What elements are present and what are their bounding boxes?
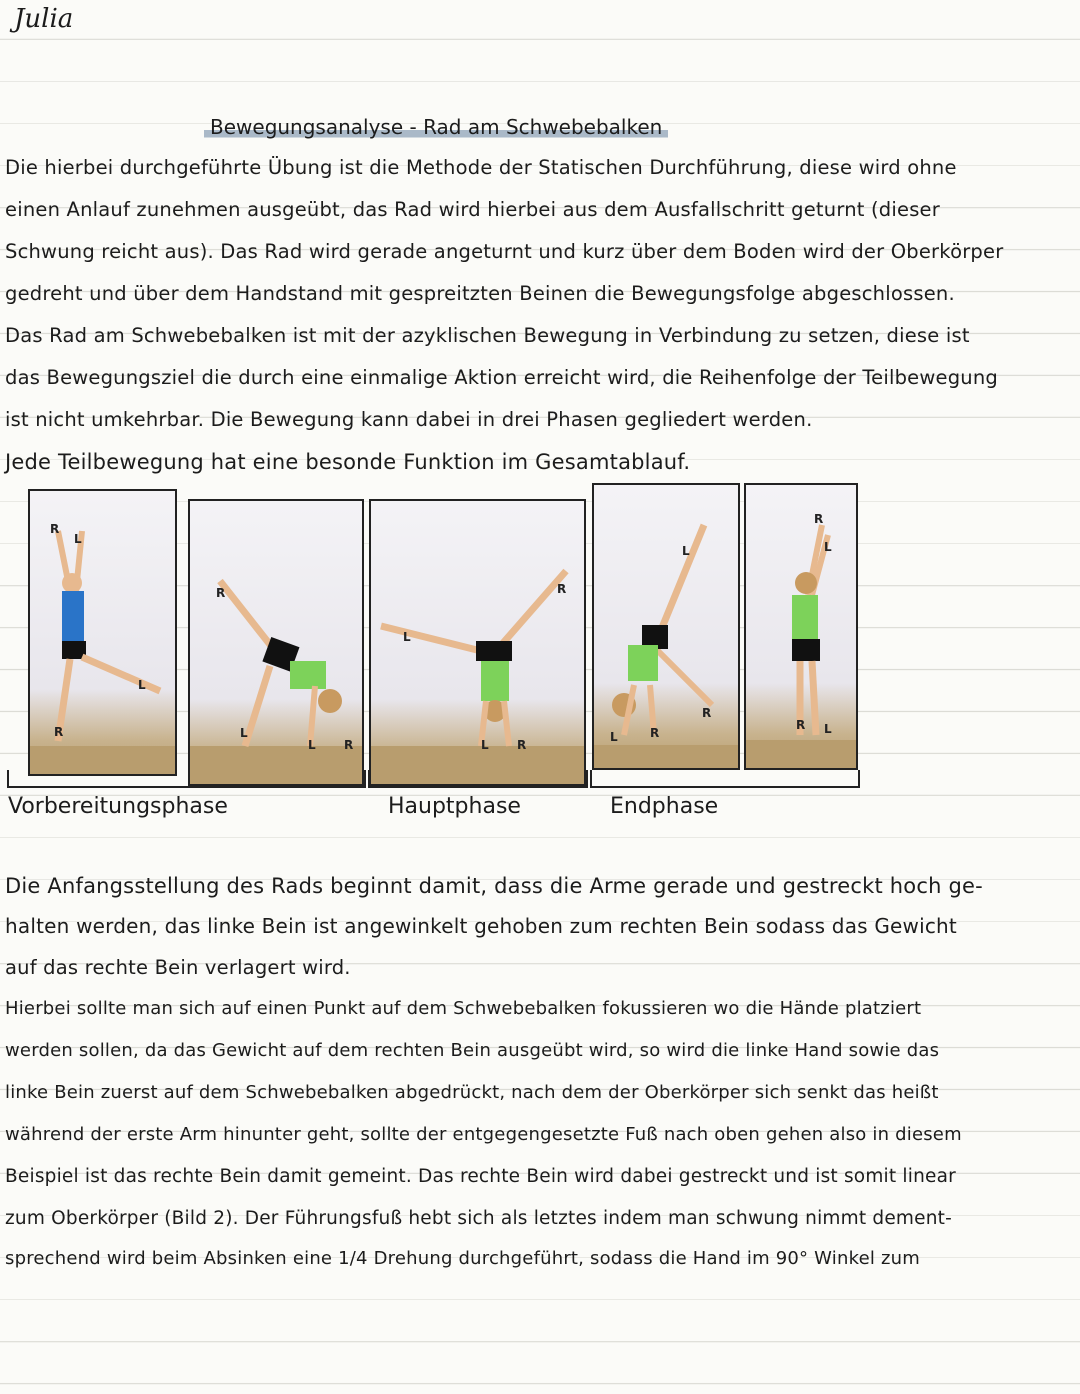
text-line: einen Anlauf zunehmen ausgeübt, das Rad wird hierbei aus dem Ausfallschritt geturnt (dieser bbox=[5, 198, 940, 221]
photo-frame-5 bbox=[744, 483, 858, 770]
text-line: Hierbei sollte man sich auf einen Punkt auf dem Schwebebalken fokussieren wo die Hände platziert bbox=[5, 998, 922, 1019]
text-line: sprechend wird beim Absinken eine 1/4 Drehung durchgeführt, sodass die Hand im 90° Winkel zum bbox=[5, 1248, 920, 1269]
phase-bracket-end bbox=[590, 770, 860, 788]
foot-label: L bbox=[682, 544, 690, 558]
foot-label: L bbox=[308, 738, 316, 752]
phase-bracket-main bbox=[368, 770, 588, 788]
gymnast-figure-3 bbox=[371, 501, 584, 784]
photo-frame-1 bbox=[28, 489, 177, 776]
foot-label: R bbox=[796, 718, 806, 732]
gymnast-figure-1 bbox=[30, 491, 175, 774]
text-line: linke Bein zuerst auf dem Schwebebalken abgedrückt, nach dem der Oberkörper sich senkt das heißt bbox=[5, 1082, 939, 1103]
text-line: Die hierbei durchgeführte Übung ist die Methode der Statischen Durchführung, diese wird ohne bbox=[5, 156, 957, 179]
foot-label: R bbox=[517, 738, 527, 752]
author-name: Julia bbox=[14, 4, 74, 34]
foot-label: R bbox=[216, 586, 226, 600]
foot-label: R bbox=[814, 512, 824, 526]
foot-label: L bbox=[403, 630, 411, 644]
gymnast-figure-4 bbox=[594, 485, 738, 768]
text-line: werden sollen, da das Gewicht auf dem rechten Bein ausgeübt wird, so wird die linke Hand sowie das bbox=[5, 1040, 940, 1061]
page-title: Bewegungsanalyse - Rad am Schwebebalken bbox=[204, 113, 668, 141]
foot-label: R bbox=[50, 522, 60, 536]
foot-label: R bbox=[54, 725, 64, 739]
phase-label-preparation: Vorbereitungsphase bbox=[8, 794, 228, 819]
text-line: halten werden, das linke Bein ist angewinkelt gehoben zum rechten Bein sodass das Gewicht bbox=[5, 914, 957, 938]
foot-label: L bbox=[240, 726, 248, 740]
text-line: Schwung reicht aus). Das Rad wird gerade angeturnt und kurz über dem Boden wird der Oberkörper bbox=[5, 240, 1004, 263]
photo-frame-2 bbox=[188, 499, 364, 786]
foot-label: L bbox=[610, 730, 618, 744]
gymnast-figure-5 bbox=[746, 485, 856, 768]
phase-label-end: Endphase bbox=[610, 794, 719, 819]
phase-label-main: Hauptphase bbox=[388, 794, 521, 819]
photo-frame-4 bbox=[592, 483, 740, 770]
foot-label: R bbox=[344, 738, 354, 752]
phase-bracket-preparation bbox=[7, 770, 366, 788]
foot-label: R bbox=[557, 582, 567, 596]
text-line: ist nicht umkehrbar. Die Bewegung kann dabei in drei Phasen gegliedert werden. bbox=[5, 408, 813, 431]
photo-frame-3 bbox=[369, 499, 586, 786]
foot-label: L bbox=[74, 532, 82, 546]
text-line: das Bewegungsziel die durch eine einmalige Aktion erreicht wird, die Reihenfolge der Teilbewegung bbox=[5, 366, 998, 389]
foot-label: L bbox=[481, 738, 489, 752]
text-line: Die Anfangsstellung des Rads beginnt damit, dass die Arme gerade und gestreckt hoch ge- bbox=[5, 874, 983, 898]
text-line: zum Oberkörper (Bild 2). Der Führungsfuß hebt sich als letztes indem man schwung nimmt dement- bbox=[5, 1208, 952, 1229]
foot-label: L bbox=[824, 722, 832, 736]
text-line: Das Rad am Schwebebalken ist mit der azyklischen Bewegung in Verbindung zu setzen, diese ist bbox=[5, 324, 970, 347]
gymnastics-photo-sequence bbox=[0, 483, 1080, 773]
text-line: Beispiel ist das rechte Bein damit gemeint. Das rechte Bein wird dabei gestreckt und ist somit linear bbox=[5, 1166, 956, 1187]
text-line: während der erste Arm hinunter geht, sollte der entgegengesetzte Fuß nach oben gehen also in diesem bbox=[5, 1124, 962, 1145]
gymnast-figure-2 bbox=[190, 501, 362, 784]
foot-label: R bbox=[650, 726, 660, 740]
text-line: auf das rechte Bein verlagert wird. bbox=[5, 956, 351, 979]
text-line: Jede Teilbewegung hat eine besonde Funktion im Gesamtablauf. bbox=[5, 450, 691, 474]
text-line: gedreht und über dem Handstand mit gespreitzten Beinen die Bewegungsfolge abgeschlossen. bbox=[5, 282, 955, 305]
foot-label: L bbox=[824, 540, 832, 554]
foot-label: L bbox=[138, 678, 146, 692]
foot-label: R bbox=[702, 706, 712, 720]
